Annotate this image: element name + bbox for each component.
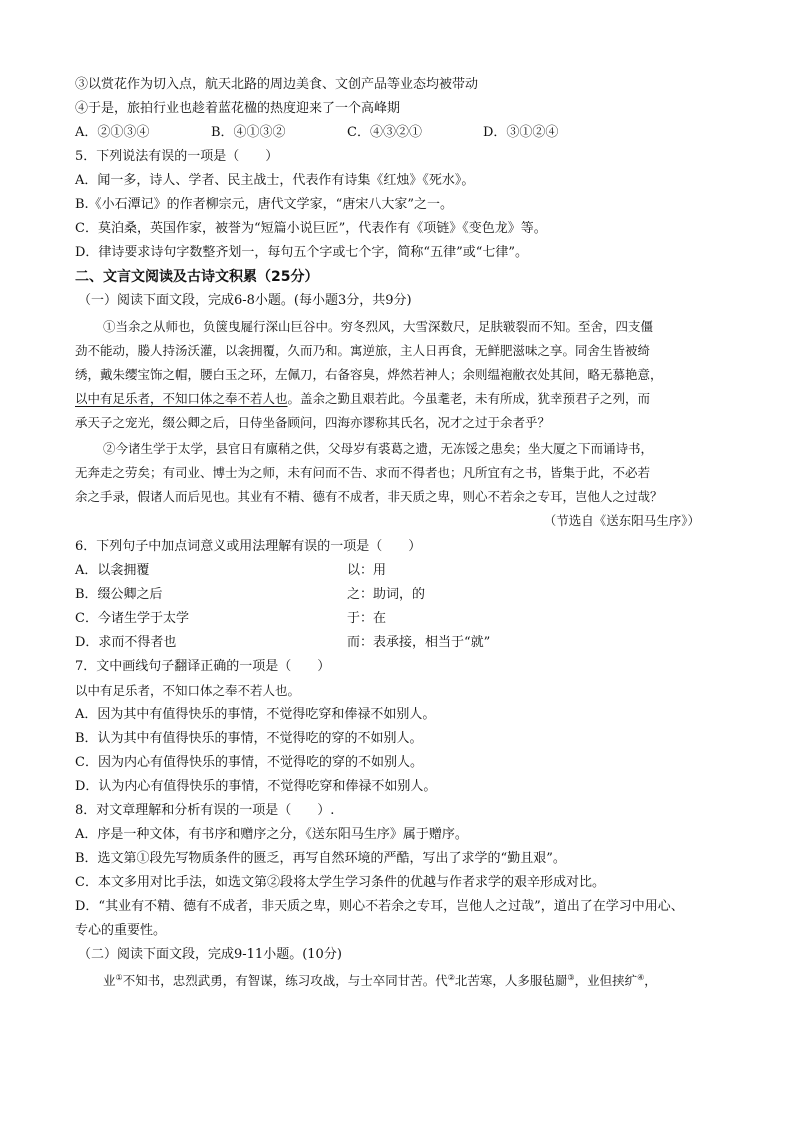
text-run: 北苦寒，人多服毡罽 [454, 973, 568, 988]
q8-option-c: C．本文多用对比手法，如选文第②段将太学生学习条件的优越与作者求学的艰辛形成对比。 [75, 875, 605, 890]
q4-option-a: A．②①③④ [75, 125, 150, 140]
q7-sentence: 以中有足乐者，不知口体之奉不若人也。 [75, 683, 301, 698]
q6-option-c: C．今诸生学于太学 [75, 611, 189, 626]
q7-option-b: B．认为其中有值得快乐的事情，不觉得吃的穿的不如别人。 [75, 731, 423, 746]
q6-option-b: B．缀公卿之后 [75, 587, 163, 602]
q8-option-a: A．序是一种文体，有书序和赠序之分，《送东阳马生序》属于赠序。 [75, 827, 468, 842]
q6-option-d-meaning: 而：表承接，相当于“就” [347, 635, 491, 650]
q6-option-b-meaning: 之：助词，的 [347, 587, 426, 602]
part-2-passage-line-1 [103, 972, 657, 990]
q4-option-b: B．④①③② [211, 125, 286, 140]
q5-option-b: B.《小石潭记》的作者柳宗元，唐代文学家，“唐宋八大家”之一。 [75, 197, 453, 212]
q7-stem: 7．文中画线句子翻译正确的一项是（ ） [75, 659, 331, 674]
q7-option-d: D．认为内心有值得快乐的事情，不觉得吃穿和俸禄不如别人。 [75, 779, 437, 794]
passage-p1-line-4-rest: 。盖余之勤且艰若此。今虽耄老，未有所成，犹幸预君子之列，而 [287, 391, 651, 406]
q5-stem: 5．下列说法有误的一项是（ ） [75, 149, 279, 164]
footnote-marker-3: ③ [567, 972, 575, 982]
q8-stem: 8．对文章理解和分析有误的一项是（ ）. [75, 803, 335, 818]
passage-p1-line-5: 承天子之宠光，缀公卿之后，日侍坐备顾问，四海亦谬称其氏名，况才之过于余者乎？ [75, 415, 551, 430]
footnote-marker-4: ④ [637, 972, 645, 982]
q4-sentence-4: ④于是，旅拍行业也趁着蓝花楹的热度迎来了一个高峰期 [75, 101, 401, 116]
q5-option-c: C．莫泊桑，英国作家，被誉为“短篇小说巨匠”，代表作有《项链》《变色龙》等。 [75, 221, 547, 236]
q8-option-b: B．选文第①段先写物质条件的匮乏，再写自然环境的严酷，写出了求学的“勤且艰”。 [75, 851, 566, 866]
text-run: 不知书，忠烈武勇，有智谋，练习攻战，与士卒同甘苦。代 [122, 973, 448, 988]
text-run: ， [644, 973, 657, 988]
passage-p1-line-2: 劲不能动，媵人持汤沃灌，以衾拥覆，久而乃和。寓逆旅，主人日再食，无鲜肥滋味之享。同舍生皆被绮 [75, 343, 651, 358]
q6-option-a: A．以衾拥覆 [75, 563, 150, 578]
q6-option-c-meaning: 于：在 [347, 611, 387, 626]
q4-option-c: C．④③②① [347, 125, 422, 140]
q4-option-d: D．③①②④ [483, 125, 559, 140]
q4-sentence-3: ③以赏花作为切入点，航天北路的周边美食、文创产品等业态均被带动 [75, 77, 479, 92]
footnote-marker-2: ② [447, 972, 455, 982]
text-run: ，业但挟纩 [574, 973, 638, 988]
section-2-title: 二、文言文阅读及古诗文积累（25分） [75, 269, 319, 285]
q6-option-a-meaning: 以：用 [347, 563, 387, 578]
q5-option-a: A．闻一多，诗人、学者、民主战士，代表作有诗集《红烛》《死水》。 [75, 173, 475, 188]
text-run: 业 [103, 973, 116, 988]
q8-option-d-line-1: D．“其业有不精、德有不成者，非天质之卑，则心不若余之专耳，岂他人之过哉”，道出了在学习中用心、 [75, 899, 684, 914]
passage-p1-line-4 [75, 390, 650, 408]
passage-p2-line-3: 余之手录，假诸人而后见也。其业有不精、德有不成者，非天质之卑，则心不若余之专耳，岂他人之过哉？ [75, 489, 663, 504]
footnote-marker-1: ① [115, 972, 123, 982]
q7-option-c: C．因为内心有值得快乐的事情，不觉得吃的穿的不如别人。 [75, 755, 423, 770]
q8-option-d-line-2: 专心的重要性。 [75, 923, 167, 938]
q7-option-a: A．因为其中有值得快乐的事情，不觉得吃穿和俸禄不如别人。 [75, 707, 436, 722]
q6-stem: 6．下列句子中加点词意义或用法理解有误的一项是（ ） [75, 539, 422, 554]
q5-option-d: D．律诗要求诗句字数整齐划一，每句五个字或七个字，简称“五律”或“七律”。 [75, 245, 529, 260]
q6-option-d: D．求而不得者也 [75, 635, 177, 650]
underlined-sentence: 以中有足乐者，不知口体之奉不若人也 [75, 391, 288, 406]
passage-p2-line-2: 无奔走之劳矣；有司业、博士为之师，未有问而不告、求而不得者也；凡所宜有之书，皆集于此，不必若 [75, 465, 651, 480]
passage-p1-line-3: 绣，戴朱缨宝饰之帽，腰白玉之环，左佩刀，右备容臭，烨然若神人；余则缊袍敝衣处其间，略无慕艳意， [75, 367, 663, 382]
part-2-intro: （二）阅读下面文段，完成9-11小题。(10分) [78, 947, 342, 962]
passage-source: （节选自《送东阳马生序》） [543, 513, 700, 528]
part-1-intro: （一）阅读下面文段，完成6-8小题。(每小题3分，共9分) [78, 293, 412, 308]
passage-p2-line-1: ②今诸生学于太学，县官日有廪稍之供，父母岁有裘葛之遗，无冻馁之患矣；坐大厦之下而诵诗书， [103, 441, 654, 456]
passage-p1-line-1: ①当余之从师也，负箧曳屣行深山巨谷中。穷冬烈风，大雪深数尺，足肤皲裂而不知。至舍，四支僵 [103, 319, 654, 334]
